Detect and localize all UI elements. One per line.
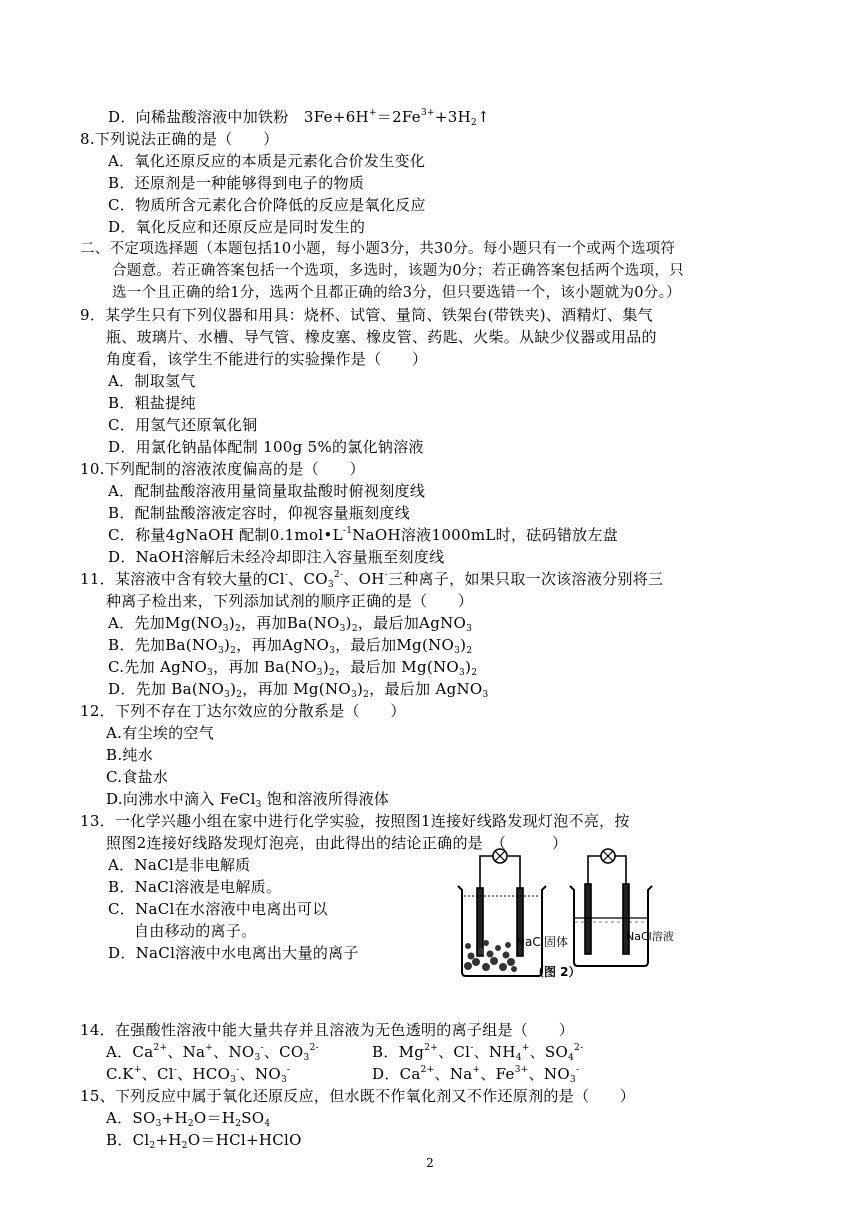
q14-option-c: C.K+、Cl-、$HCO_3^-$、$NO_3^-$	[106, 1065, 291, 1085]
q7-option-d: D．向稀盐酸溶液中加铁粉 $3Fe+6H^+=2Fe^{3+}+3H_2↑$	[108, 108, 490, 128]
q9-option-a: A．制取氢气	[108, 372, 196, 390]
q14-option-b: B．$Mg^{2+}$、Cl-、$NH_4^+$、$SO_4^{2-}$	[372, 1043, 584, 1063]
q13-option-b: B．NaCl溶液是电解质。	[108, 878, 282, 896]
q11-option-a: A．先加$Mg(NO_3)_2$，再加$Ba(NO_3)_2$，最后加AgNO$_3$	[108, 614, 473, 634]
q13-option-c-cont: 自由移动的离子。	[134, 922, 257, 940]
q10-option-d: D．NaOH溶解后未经冷却即注入容量瓶至刻度线	[108, 548, 445, 566]
page-number: 2	[426, 1156, 434, 1170]
q15-option-b: B．$Cl_2+H_2O=HCl+HClO$	[106, 1131, 302, 1151]
q15-stem: 15、下列反应中属于氧化还原反应，但水既不作氧化剂又不作还原剂的是（ ）	[80, 1087, 636, 1105]
q8-option-c: C．物质所含元素化合价降低的反应是氧化反应	[108, 196, 426, 214]
fig-label-nacl-solid: NaCl固体	[516, 935, 569, 949]
q11-option-b: B．先加$Ba(NO_3)_2$，再加AgNO$_3$，最后加$Mg(NO_3)_2$	[108, 636, 473, 656]
q9-option-b: B．粗盐提纯	[108, 394, 196, 412]
section2-line2: 合题意。若正确答案包括一个选项，多选时，该题为0分；若正确答案包括两个选项，只	[112, 263, 684, 279]
q15-option-a: A．$SO_3+H_2O=H_2SO_4$	[106, 1109, 271, 1129]
q13-option-d: D．NaCl溶液中水电离出大量的离子	[108, 944, 359, 962]
q9-option-c: C．用氢气还原氧化铜	[108, 416, 258, 434]
fig-label-nacl-solution: NaCl溶液	[626, 930, 674, 943]
section2-line3: 选一个且正确的给1分，选两个且都正确的给3分，但只要选错一个，该小题就为0分。）	[112, 285, 681, 301]
nacl-solid-granules	[464, 940, 517, 972]
q8-option-b: B．还原剂是一种能够得到电子的物质	[108, 174, 365, 192]
q14-option-a: A．$Ca^{2+}$、Na+、$NO_3^-$、$CO_3^{2-}$	[106, 1043, 319, 1063]
q12-option-b: B.纯水	[106, 746, 153, 764]
q8-stem: 8.下列说法正确的是（ ）	[80, 130, 279, 148]
q13-stem-line1: 13．一化学兴趣小组在家中进行化学实验，按照图1连接好线路发现灯泡不亮，按	[80, 812, 630, 830]
q12-option-a: A.有尘埃的空气	[106, 724, 215, 742]
section2-line1: 二、不定项选择题（本题包括10小题，每小题3分，共30分。每小题只有一个或两个选项符	[80, 241, 676, 257]
q11-stem-line1: 11．某溶液中含有较大量的Cl-、$CO_3^{2-}$、OH-三种离子，如果只取一次该溶液分别将三	[80, 570, 664, 590]
fig-caption: （图 2）	[532, 965, 581, 979]
q13-option-c: C．NaCl在水溶液中电离出可以	[108, 900, 328, 918]
conductivity-experiment-figure	[448, 848, 674, 980]
q9-option-d: D．用氯化钠晶体配制 100g 5%的氯化钠溶液	[108, 438, 424, 456]
q8-option-a: A．氧化还原反应的本质是元素化合价发生变化	[108, 152, 426, 170]
q12-option-c: C.食盐水	[106, 768, 169, 786]
q9-stem-line1: 9．某学生只有下列仪器和用具：烧杯、试管、量筒、铁架台(带铁夹)、酒精灯、集气	[80, 306, 653, 324]
q14-option-d: D．$Ca^{2+}$、Na+、$Fe^{3+}$、$NO_3^-$	[372, 1065, 580, 1085]
q9-stem-line3: 角度看，该学生不能进行的实验操作是（ ）	[106, 350, 428, 368]
q9-stem-line2: 瓶、玻璃片、水槽、导气管、橡皮塞、橡皮管、药匙、火柴。从缺少仪器或用品的	[106, 328, 657, 346]
q11-option-c: C.先加 AgNO$_3$，再加 $Ba(NO_3)_2$，最后加 $Mg(NO_3)_2$	[108, 658, 478, 678]
q12-option-d: D.向沸水中滴入 FeCl$_3$ 饱和溶液所得液体	[106, 790, 390, 810]
q11-stem-line2: 种离子检出来，下列添加试剂的顺序正确的是（ ）	[106, 592, 474, 610]
q10-stem: 10.下列配制的溶液浓度偏高的是（ ）	[80, 460, 365, 478]
q14-stem: 14．在强酸性溶液中能大量共存并且溶液为无色透明的离子组是（ ）	[80, 1021, 574, 1039]
q11-option-d: D．先加 $Ba(NO_3)_2$，再加 $Mg(NO_3)_2$，最后加 AgNO$_3$	[108, 680, 489, 700]
q12-stem: 12．下列不存在丁达尔效应的分散系是（ ）	[80, 702, 406, 720]
q10-option-a: A．配制盐酸溶液用量筒量取盐酸时俯视刻度线	[108, 482, 426, 500]
q13-option-a: A．NaCl是非电解质	[108, 856, 251, 874]
q8-option-d: D．氧化反应和还原反应是同时发生的	[108, 218, 366, 236]
q10-option-b: B．配制盐酸溶液定容时，仰视容量瓶刻度线	[108, 504, 411, 522]
beaker-2	[570, 849, 652, 966]
q13-stem-line2: 照图2连接好线路发现灯泡亮，由此得出的结论正确的是 （ ）	[106, 834, 568, 852]
q10-option-c: C．称量4gNaOH 配制$0.1mol•L^{-1}NaOH$溶液1000mL时，砝码错放左盘	[108, 526, 619, 544]
